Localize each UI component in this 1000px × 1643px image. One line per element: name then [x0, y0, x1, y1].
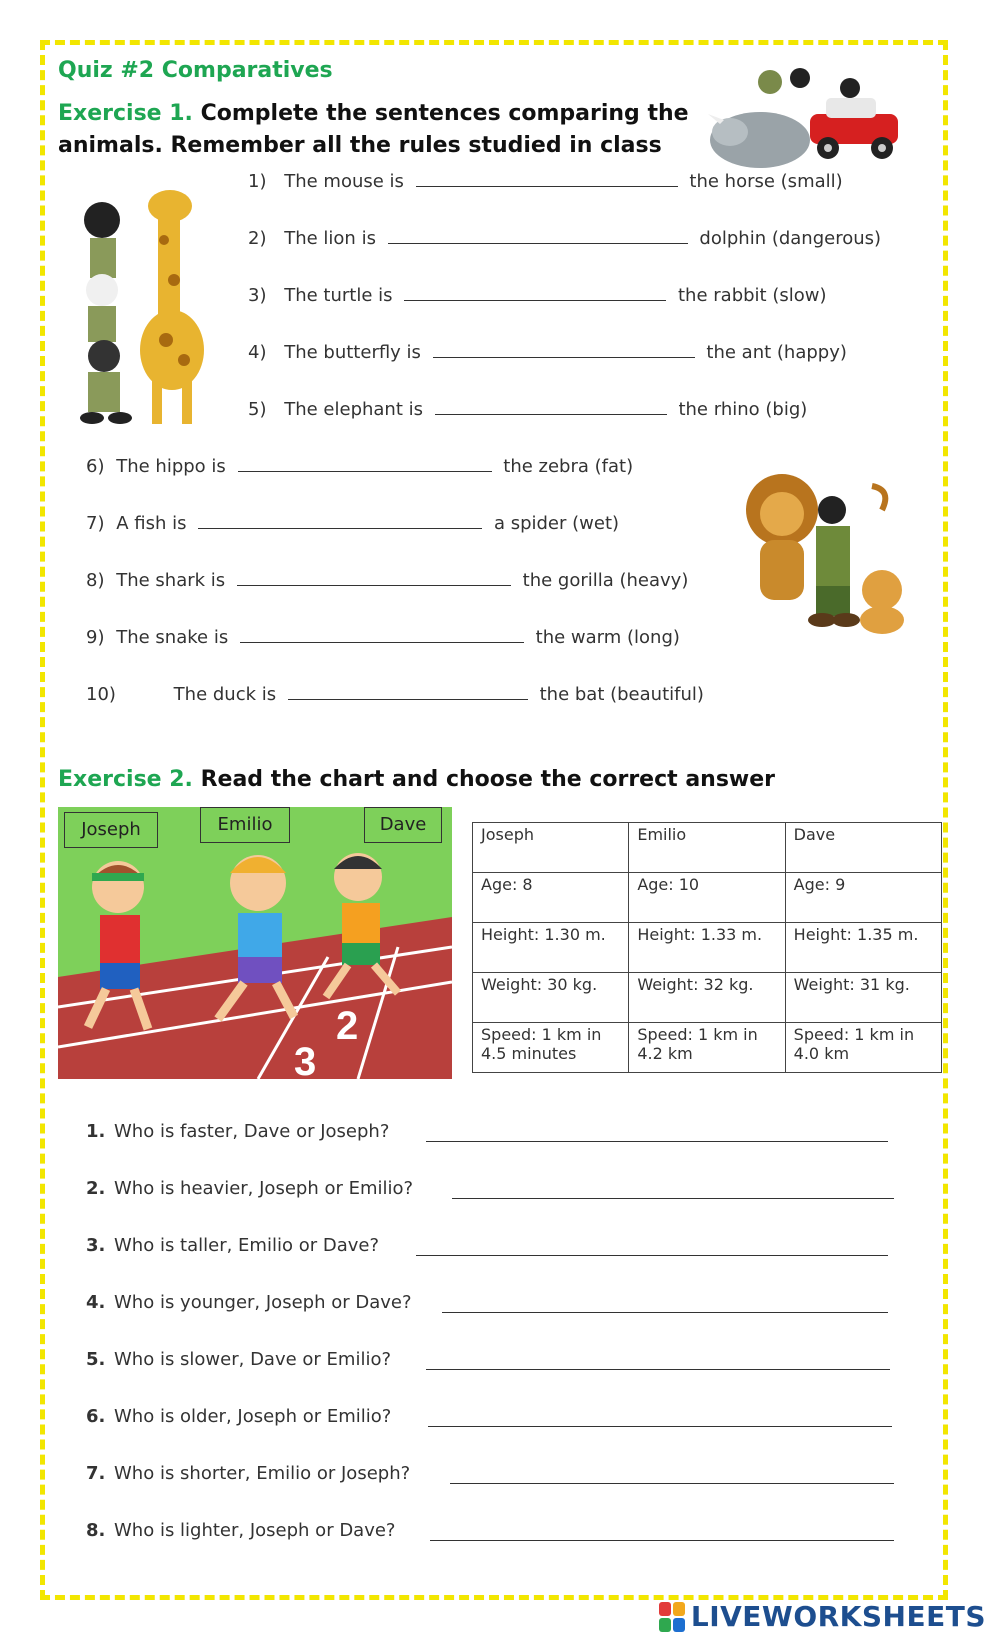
table-cell: Weight: 31 kg. — [785, 973, 941, 1023]
label-joseph: Joseph — [64, 812, 158, 848]
answer-line-7[interactable] — [450, 1463, 894, 1484]
exercise2-instruction: Read the chart and choose the correct answer — [200, 767, 776, 792]
table-cell: Speed: 1 km in 4.2 km — [629, 1023, 785, 1073]
sentence-9: 9) The snake is the warm (long) — [86, 624, 680, 650]
table-header-cell: Joseph — [473, 823, 629, 873]
table-header-cell: Emilio — [629, 823, 785, 873]
table-cell: Age: 8 — [473, 873, 629, 923]
sentence-4: 4) The butterfly is the ant (happy) — [248, 339, 847, 365]
exercise1-label: Exercise 1. — [58, 101, 193, 126]
table-row — [473, 1023, 942, 1073]
label-emilio: Emilio — [200, 807, 290, 843]
answer-blank-4[interactable] — [433, 339, 695, 358]
answer-line-3[interactable] — [416, 1235, 888, 1256]
page-title: Quiz #2 Comparatives — [58, 58, 333, 83]
table-cell: Age: 9 — [785, 873, 941, 923]
table-row — [473, 873, 942, 923]
sentence-6: 6) The hippo is the zebra (fat) — [86, 453, 633, 479]
exercise1-heading — [58, 98, 698, 162]
table-header-row — [473, 823, 942, 873]
answer-blank-7[interactable] — [198, 510, 482, 529]
table-cell: Weight: 32 kg. — [629, 973, 785, 1023]
exercise1-instruction-line2: animals. Remember all the rules studied in class — [58, 133, 662, 158]
answer-blank-3[interactable] — [404, 282, 666, 301]
table-cell: Height: 1.33 m. — [629, 923, 785, 973]
answer-blank-9[interactable] — [240, 624, 524, 643]
answer-line-8[interactable] — [430, 1520, 894, 1541]
stats-table — [472, 822, 942, 1073]
cartoon-giraffe-explorers-image — [62, 180, 222, 430]
answer-line-6[interactable] — [428, 1406, 892, 1427]
answer-blank-5[interactable] — [435, 396, 667, 415]
answer-blank-8[interactable] — [237, 567, 511, 586]
sentence-2: 2) The lion is dolphin (dangerous) — [248, 225, 881, 251]
answer-blank-6[interactable] — [238, 453, 492, 472]
table-row — [473, 973, 942, 1023]
question-8: 8. Who is lighter, Joseph or Dave? — [86, 1518, 946, 1544]
table-cell: Age: 10 — [629, 873, 785, 923]
question-6: 6. Who is older, Joseph or Emilio? — [86, 1404, 946, 1430]
question-7: 7. Who is shorter, Emilio or Joseph? — [86, 1461, 946, 1487]
exercise1-instruction-line1: Complete the sentences comparing the — [200, 101, 689, 126]
sentence-8: 8) The shark is the gorilla (heavy) — [86, 567, 688, 593]
brand-text: LIVEWORKSHEETS — [690, 1600, 986, 1633]
question-3: 3. Who is taller, Emilio or Dave? — [86, 1233, 946, 1259]
liveworksheets-logo-icon — [659, 1602, 685, 1632]
exercise2-label: Exercise 2. — [58, 767, 193, 792]
answer-line-1[interactable] — [426, 1121, 888, 1142]
table-cell: Speed: 1 km in 4.5 minutes — [473, 1023, 629, 1073]
track-number-2: 2 — [336, 1004, 359, 1048]
answer-line-5[interactable] — [426, 1349, 890, 1370]
cartoon-car-rhino-image — [700, 62, 910, 172]
answer-line-2[interactable] — [452, 1178, 894, 1199]
liveworksheets-brand[interactable] — [659, 1600, 986, 1633]
question-5: 5. Who is slower, Dave or Emilio? — [86, 1347, 946, 1373]
sentence-1: 1) The mouse is the horse (small) — [248, 168, 843, 194]
exercise2-heading — [58, 764, 775, 796]
label-dave: Dave — [364, 807, 442, 843]
answer-blank-10[interactable] — [288, 681, 528, 700]
cartoon-lion-goofy-image — [732, 470, 912, 640]
answer-blank-1[interactable] — [416, 168, 678, 187]
answer-blank-2[interactable] — [388, 225, 688, 244]
sentence-10: 10) The duck is the bat (beautiful) — [86, 681, 704, 707]
table-header-cell: Dave — [785, 823, 941, 873]
sentence-5: 5) The elephant is the rhino (big) — [248, 396, 807, 422]
question-1: 1. Who is faster, Dave or Joseph? — [86, 1119, 946, 1145]
sentence-7: 7) A fish is a spider (wet) — [86, 510, 619, 536]
track-number-3: 3 — [294, 1040, 317, 1079]
table-cell: Weight: 30 kg. — [473, 973, 629, 1023]
answer-line-4[interactable] — [442, 1292, 888, 1313]
table-cell: Speed: 1 km in 4.0 km — [785, 1023, 941, 1073]
table-row — [473, 923, 942, 973]
question-2: 2. Who is heavier, Joseph or Emilio? — [86, 1176, 946, 1202]
sentence-3: 3) The turtle is the rabbit (slow) — [248, 282, 826, 308]
question-4: 4. Who is younger, Joseph or Dave? — [86, 1290, 946, 1316]
table-cell: Height: 1.30 m. — [473, 923, 629, 973]
table-cell: Height: 1.35 m. — [785, 923, 941, 973]
